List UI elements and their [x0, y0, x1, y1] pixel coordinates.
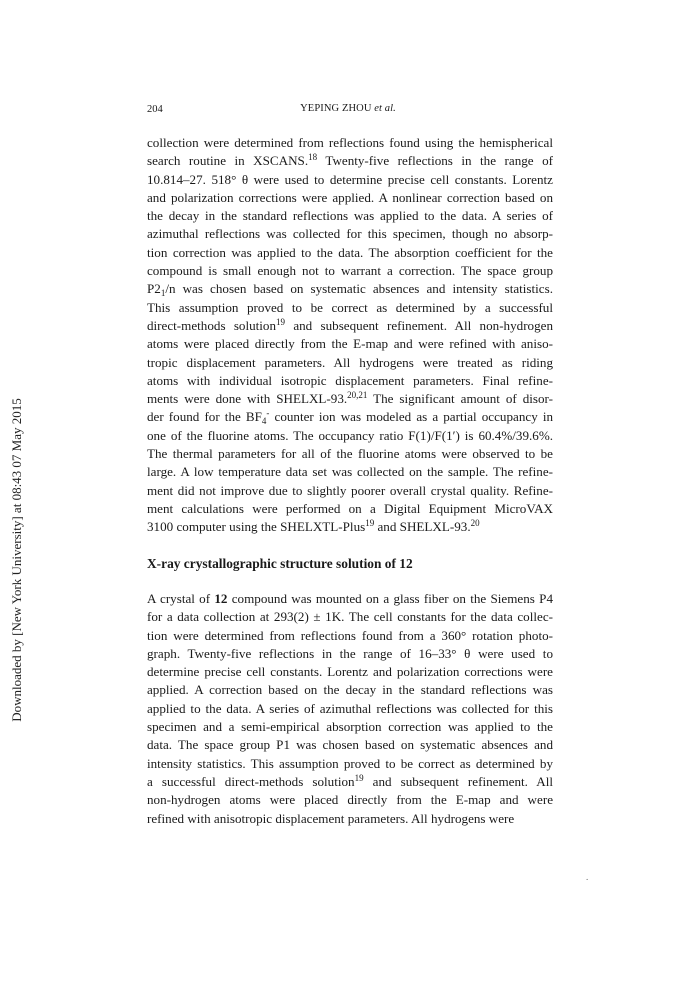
paragraph-1-line: ments were done with SHELXL-93.$^{20,21}$ The significant amount of disor- [147, 390, 553, 407]
paragraph-2-line: applied to the data. A series of azimuthal reflections was collected for this [147, 700, 553, 716]
paragraph-2-line: a successful direct-methods solution$^{19}$ and subsequent refinement. All [147, 772, 553, 789]
paragraph-1-line: atoms with individual isotropic displacement parameters. Final refine- [147, 372, 553, 388]
paragraph-2-line: tion were determined from reflections found from a 360° rotation photo- [147, 627, 553, 643]
paragraph-1-line: The thermal parameters for all of the fluorine atoms were observed to be [147, 446, 553, 462]
paragraph-2-line: A crystal of 12 compound was mounted on a glass fiber on the Siemens P4 [147, 591, 553, 606]
paragraph-1-line: search routine in XSCANS.$^{18}$ Twenty-five reflections in the range of [147, 152, 553, 169]
paragraph-2-line: data. The space group P1 was chosen based on systematic absences and [147, 737, 553, 753]
paragraph-1-line: large. A low temperature data set was collected on the sample. The refine- [147, 464, 553, 480]
paragraph-2-line: intensity statistics. This assumption proved to be correct as determined by [147, 755, 553, 771]
paragraph-2-line: for a data collection at 293(2) ± 1K. The cell constants for the data collec- [147, 609, 553, 625]
paragraph-1-line: direct-methods solution$^{19}$ and subsequent refinement. All non-hydrogen [147, 316, 554, 333]
running-head-etal: et al. [374, 103, 396, 114]
paragraph-1-line: ment did not improve due to slightly poorer overall crystal quality. Refine- [147, 482, 553, 498]
paragraph-2-line: specimen and a semi-empirical absorption correction was applied to the [147, 719, 553, 735]
paragraph-1-line: This assumption proved to be correct as determined by a successful [147, 299, 553, 315]
paragraph-2-line: non-hydrogen atoms were placed directly from the E-map and were [147, 792, 553, 808]
paragraph-1-line: compound is small enough not to warrant a correction. The space group [147, 263, 553, 279]
paragraph-1-line: collection were determined from reflections found using the hemispherical [147, 135, 553, 150]
paragraph-2-line: graph. Twenty-five reflections in the range of 16–33° θ were used to [147, 645, 553, 661]
paragraph-2-line: determine precise cell constants. Lorentz and polarization corrections were [147, 664, 553, 680]
paragraph-1-line: tion correction was applied to the data. The absorption coefficient for the [147, 244, 553, 260]
page-number: 204 [147, 104, 163, 115]
paragraph-1 [147, 134, 553, 537]
section-heading-text: X-ray crystallographic structure solution of 12 [147, 556, 413, 571]
paragraph-1-line: 3100 computer using the SHELXTL-Plus$^{19}$ and SHELXL-93.20 [147, 518, 480, 535]
paragraph-1-line: ment calculations were performed on a Digital Equipment MicroVAX [147, 500, 553, 516]
section-heading [147, 556, 413, 572]
paragraph-1-line: and polarization corrections were applied. A nonlinear correction based on [147, 189, 553, 205]
paragraph-1-line: the decay in the standard reflections was applied to the data. A series of [147, 208, 553, 224]
paragraph-1-line: tropic displacement parameters. All hydrogens were treated as riding [147, 354, 553, 370]
paragraph-2-line: refined with anisotropic displacement parameters. All hydrogens were [147, 810, 515, 826]
paragraph-1-line: azimuthal reflections was collected for this specimen, though no absorp- [147, 226, 553, 242]
paragraph-1-line: one of the fluorine atoms. The occupancy ratio F(1)/F(1′) is 60.4%/39.6%. [147, 427, 553, 443]
paragraph-2 [147, 590, 553, 828]
paragraph-1-line: atoms were placed directly from the E-map and were refined with aniso- [147, 336, 553, 352]
footer-mark: . [586, 872, 589, 882]
download-watermark-text: Downloaded by [New York University] at 08:43 07 May 2015 [9, 398, 24, 722]
paragraph-1-line: der found for the $BF_4^-$ counter ion was modeled as a partial occupancy in [147, 408, 554, 427]
running-head [0, 103, 696, 114]
running-head-author: YEPING ZHOU [300, 103, 372, 114]
paragraph-1-line: $P2_1/n$ was chosen based on systematic absences and intensity statistics. [147, 281, 553, 299]
paragraph-2-line: applied. A correction based on the decay in the standard reflections was [147, 682, 553, 698]
paragraph-1-line: 10.814–27. 518° θ were used to determine precise cell constants. Lorentz [147, 171, 553, 187]
